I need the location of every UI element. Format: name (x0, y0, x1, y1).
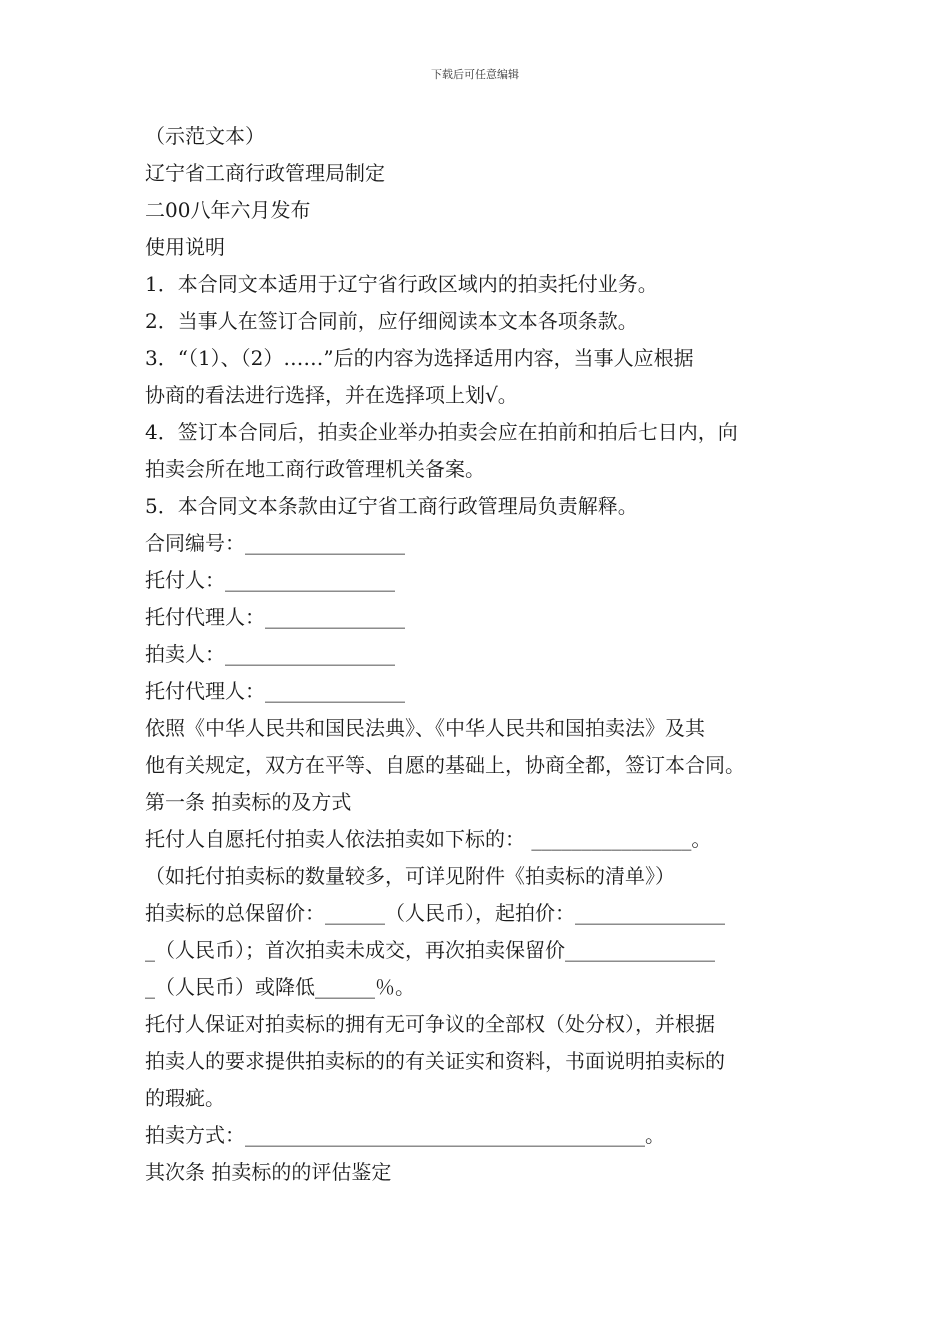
doc-subtitle: （示范文本） (145, 124, 265, 148)
publish-date-line: 二00八年六月发布 (145, 198, 311, 222)
article-1-line-1: 托付人自愿托付拍卖人依法拍卖如下标的： ________________。 (145, 827, 712, 851)
reserve-price-line-1: 拍卖标的总保留价：______（人民币），起拍价：_______________ (145, 901, 725, 925)
warranty-line-3: 的瑕疵。 (145, 1086, 225, 1110)
document-body (145, 118, 810, 1191)
preamble-line-1: 依照《中华人民共和国民法典》、《中华人民共和国拍卖法》及其 (145, 716, 705, 740)
instruction-item-2: 2．当事人在签订合同前，应仔细阅读本文本各项条款。 (145, 309, 638, 333)
instruction-item-3-cont: 协商的看法进行选择，并在选择项上划√。 (145, 383, 518, 407)
issuer-line: 辽宁省工商行政管理局制定 (145, 161, 385, 185)
instruction-item-4-cont: 拍卖会所在地工商行政管理机关备案。 (145, 457, 485, 481)
auctioneer-field: 拍卖人：_________________ (145, 642, 395, 666)
consignor-agent-field: 托付代理人：______________ (145, 605, 405, 629)
instructions-heading: 使用说明 (145, 235, 225, 259)
warranty-line-2: 拍卖人的要求提供拍卖标的的有关证实和资料，书面说明拍卖标的 (145, 1049, 725, 1073)
contract-number-field: 合同编号：________________ (145, 531, 405, 555)
instruction-item-5: 5．本合同文本条款由辽宁省工商行政管理局负责解释。 (145, 494, 638, 518)
instruction-item-1: 1．本合同文本适用于辽宁省行政区域内的拍卖托付业务。 (145, 272, 658, 296)
reserve-price-line-2: _（人民币）；首次拍卖未成交，再次拍卖保留价_______________ (145, 938, 715, 962)
page-header: 下载后可任意编辑 (431, 68, 519, 81)
preamble-line-2: 他有关规定，双方在平等、自愿的基础上，协商全都，签订本合同。 (145, 753, 745, 777)
warranty-line-1: 托付人保证对拍卖标的拥有无可争议的全部权（处分权），并根据 (145, 1012, 715, 1036)
article-1-line-2: （如托付拍卖标的数量较多，可详见附件《拍卖标的清单》） (145, 864, 675, 888)
instruction-item-3: 3．“（1）、（2）……”后的内容为选择适用内容，当事人应根据 (145, 346, 694, 370)
article-2-heading: 其次条 拍卖标的的评估鉴定 (145, 1160, 392, 1184)
instruction-item-4: 4．签订本合同后，拍卖企业举办拍卖会应在拍前和拍后七日内，向 (145, 420, 738, 444)
auction-method-field: 拍卖方式：________________________________________。 (145, 1123, 665, 1147)
reserve-price-line-3: _（人民币）或降低______％。 (145, 975, 415, 999)
consignor-field: 托付人：_________________ (145, 568, 395, 592)
auctioneer-agent-field: 托付代理人：______________ (145, 679, 405, 703)
article-1-heading: 第一条 拍卖标的及方式 (145, 790, 352, 814)
